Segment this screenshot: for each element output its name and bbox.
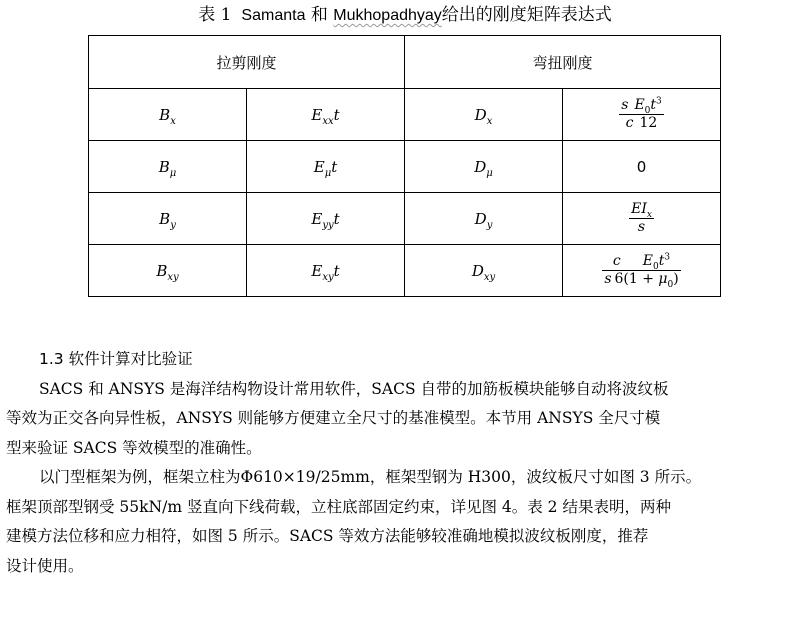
fraction-formula: $\frac{EI_x}{s}$ xyxy=(631,201,652,235)
section-body xyxy=(6,345,806,581)
table-cell: $E_{xy}t$ xyxy=(247,245,405,297)
table-cell: 0 xyxy=(563,141,721,193)
table-caption xyxy=(0,4,810,27)
caption-author-2: Mukhopadhyay xyxy=(333,7,442,24)
paragraph-line: 建模方法位移和应力相符，如图 5 所示。SACS 等效方法能够较准确地模拟波纹板刚度，推荐 xyxy=(6,527,649,545)
table-cell: $D_x$ xyxy=(405,89,563,141)
stiffness-table xyxy=(88,35,721,297)
paragraph-line: 等效为正交各向异性板，ANSYS 则能够方便建立全尺寸的基准模型。本节用 ANSYS 全尺寸模 xyxy=(6,409,661,427)
paragraph-line: 以门型框架为例，框架立柱为Φ610×19/25mm，框架型钢为 H300，波纹板尺寸如图 3 所示。 xyxy=(39,468,702,486)
caption-conjunction: 和 xyxy=(310,5,328,25)
caption-author-1: Samanta xyxy=(241,7,306,24)
paragraph-line: 设计使用。 xyxy=(6,556,84,575)
table-cell xyxy=(563,245,721,297)
table-cell: $B_\mu$ xyxy=(89,141,247,193)
table-row xyxy=(89,89,721,141)
section-heading: 1.3 软件计算对比验证 xyxy=(39,350,193,368)
paragraph-line: SACS 和 ANSYS 是海洋结构物设计常用软件，SACS 自带的加筋板模块能够自动将波纹板 xyxy=(39,379,669,398)
caption-prefix: 表 1 xyxy=(198,5,232,25)
paragraph-line: 框架顶部型钢受 55kN/m 竖直向下线荷载，立柱底部固定约束，详见图 4。表 2 结果表明，两种 xyxy=(6,497,671,516)
header-bending-torsion-stiffness: 弯扭刚度 xyxy=(405,36,721,89)
table-cell: $B_x$ xyxy=(89,89,247,141)
table-cell xyxy=(563,89,721,141)
table-header-row xyxy=(89,36,721,89)
paragraph-line: 型来验证 SACS 等效模型的准确性。 xyxy=(6,438,262,457)
table-cell: $D_\mu$ xyxy=(405,141,563,193)
table-cell: $B_{xy}$ xyxy=(89,245,247,297)
table-cell: $E_\mu t$ xyxy=(247,141,405,193)
table-cell: $D_y$ xyxy=(405,193,563,245)
table-cell: $E_{yy}t$ xyxy=(247,193,405,245)
table-row xyxy=(89,193,721,245)
table-row xyxy=(89,245,721,297)
table-cell: $E_{xx}t$ xyxy=(247,89,405,141)
fraction-formula: $\frac{s E_0t^3}{c 12}$ xyxy=(621,96,662,131)
table-cell: $B_y$ xyxy=(89,193,247,245)
table-cell: $D_{xy}$ xyxy=(405,245,563,297)
caption-suffix: 给出的刚度矩阵表达式 xyxy=(441,5,612,25)
fraction-formula: $\frac{c E_0t^3}{s 6(1 + \mu_0)}$ xyxy=(604,252,679,290)
header-tension-shear-stiffness: 拉剪刚度 xyxy=(89,36,405,89)
table-row xyxy=(89,141,721,193)
table-cell xyxy=(563,193,721,245)
